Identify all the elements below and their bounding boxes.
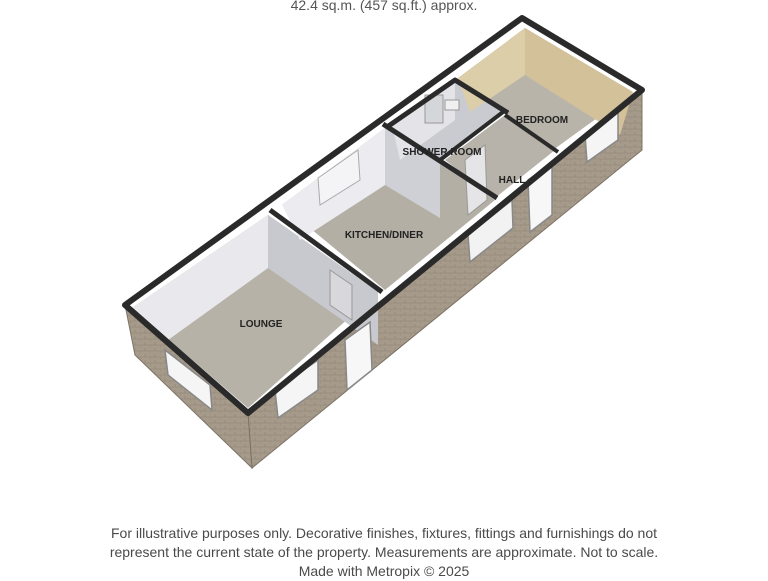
room-label-bedroom: BEDROOM — [515, 115, 569, 126]
floor-area-caption: 42.4 sq.m. (457 sq.ft.) approx. — [290, 0, 478, 13]
disclaimer-line-1: For illustrative purposes only. Decorative finishes, fixtures, fittings and furnishings do not — [111, 525, 657, 541]
wash-basin-icon — [445, 100, 459, 110]
room-label-kitchen: KITCHEN/DINER — [344, 230, 424, 241]
room-label-lounge: LOUNGE — [239, 319, 283, 330]
disclaimer-footer — [0, 524, 768, 581]
disclaimer-line-2: represent the current state of the property. Measurements are approximate. Not to scale. — [109, 544, 659, 560]
room-label-hall: HALL — [498, 175, 526, 186]
copyright-line: Made with Metropix © 2025 — [298, 563, 470, 579]
room-label-shower: SHOWER ROOM — [402, 147, 482, 158]
